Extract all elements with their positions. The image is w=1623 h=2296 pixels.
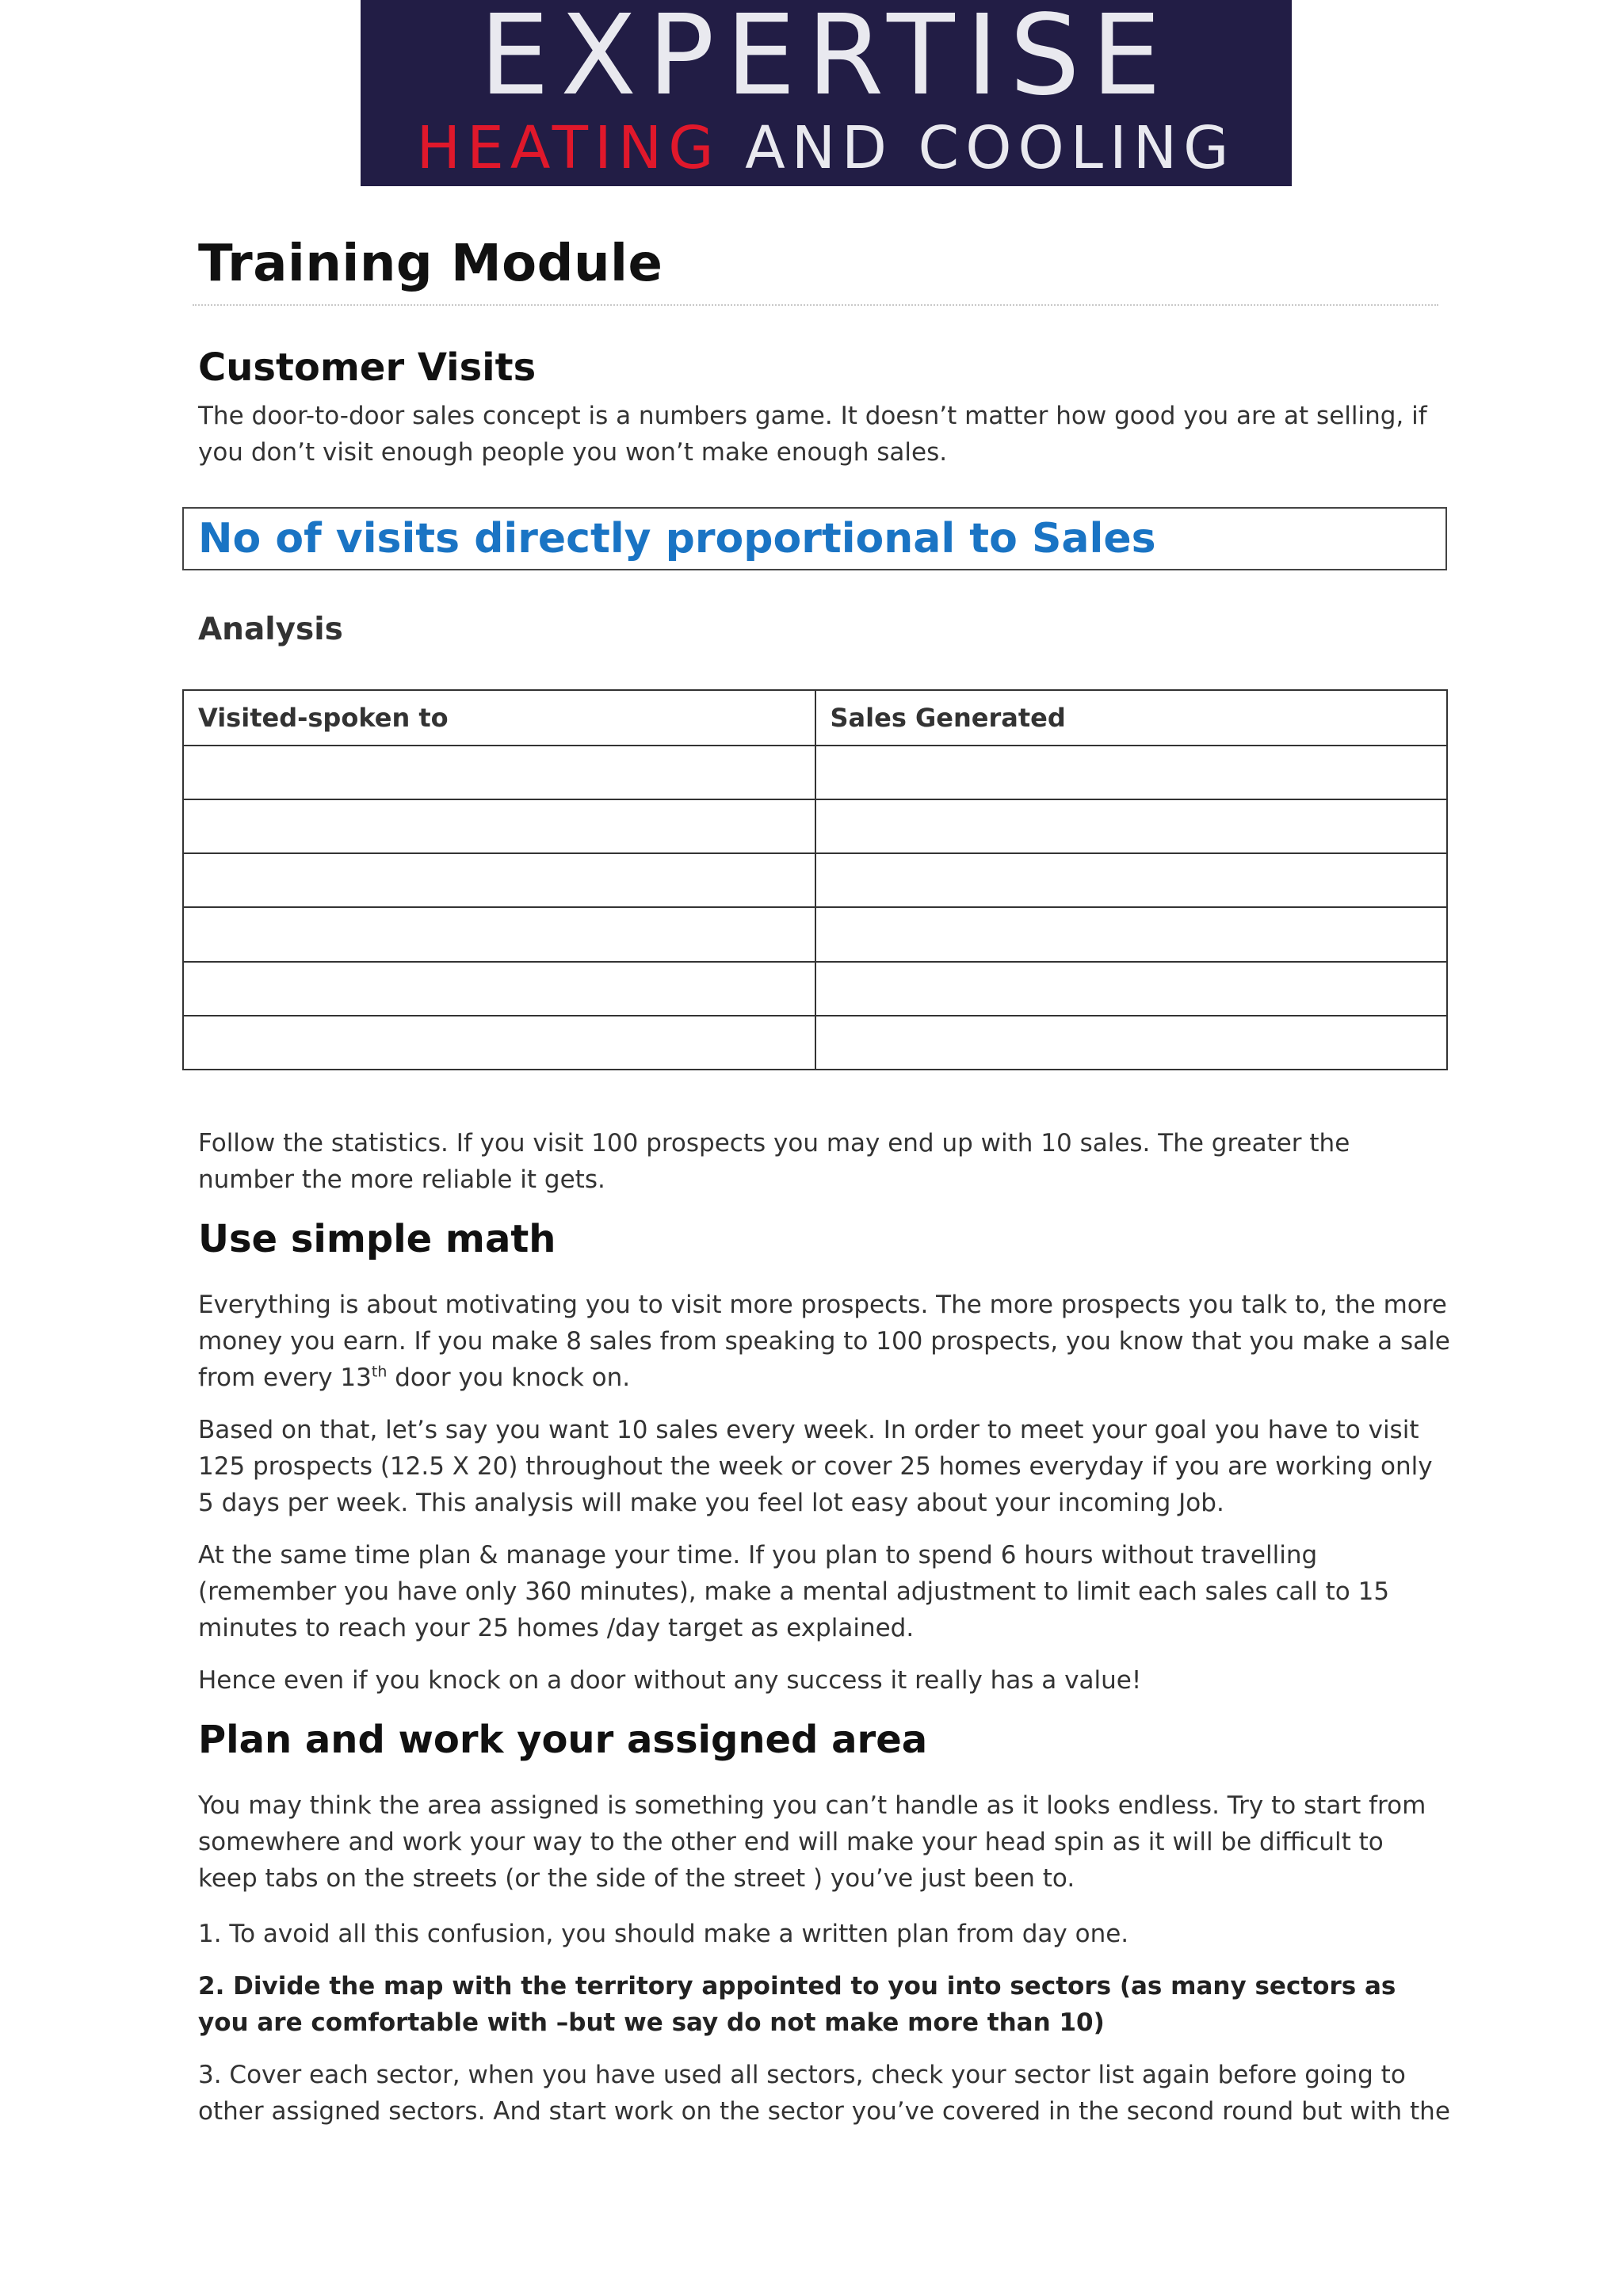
callout-box — [182, 507, 1447, 570]
heading-simple-math: Use simple math — [198, 1217, 556, 1261]
table-cell — [815, 962, 1448, 1016]
company-logo-graphic — [361, 0, 1292, 186]
assigned-area-paragraph: You may think the area assigned is something you can’t handle as it looks endless. Try to start from somewhere and work your way to the other end will make your head spin as it will be difficult to keep tabs on the streets (or the side of the street ) you’ve just been to. — [198, 1791, 1426, 1893]
table-cell — [183, 746, 815, 799]
column-header-visited: Visited-spoken to — [183, 690, 815, 746]
table-cell — [815, 853, 1448, 907]
heading-assigned-area: Plan and work your assigned area — [198, 1718, 928, 1762]
logo-text-expertise: EXPERTISE — [479, 0, 1173, 120]
table-row — [183, 799, 1447, 853]
table-row — [183, 853, 1447, 907]
table-cell — [815, 746, 1448, 799]
statistics-paragraph: Follow the statistics. If you visit 100 prospects you may end up with 10 sales. The greater the number the more reliable it gets. — [198, 1129, 1350, 1194]
table-row — [183, 746, 1447, 799]
heading-analysis: Analysis — [198, 612, 343, 647]
table-row — [183, 962, 1447, 1016]
table-cell — [183, 1016, 815, 1070]
plan-step-3: 3. Cover each sector, when you have used all sectors, check your sector list again before going to other assigned sectors. And start work on the sector you’ve covered in the second round but with the — [198, 2061, 1450, 2126]
simple-math-paragraph-1 — [198, 1287, 1450, 1396]
table-cell — [183, 799, 815, 853]
table-cell — [183, 907, 815, 961]
column-header-sales: Sales Generated — [815, 690, 1448, 746]
customer-visits-paragraph: The door-to-door sales concept is a numbers game. It doesn’t matter how good you are at selling, if you don’t visit enough people you won’t make enough sales. — [198, 402, 1427, 467]
document-title: Training Module — [198, 235, 663, 293]
logo-text-heating-cooling: HEATING AND COOLING — [416, 114, 1235, 182]
table-cell — [183, 962, 815, 1016]
table-cell — [815, 907, 1448, 961]
callout-text: No of visits directly proportional to Sales — [198, 515, 1156, 563]
table-cell — [183, 853, 815, 907]
table-header-row — [183, 690, 1447, 746]
table-row — [183, 907, 1447, 961]
analysis-table — [182, 689, 1448, 1070]
simple-math-paragraph-3: At the same time plan & manage your time. If you plan to spend 6 hours without travelling (remember you have only 360 minutes), make a mental adjustment to limit each sales call to 15 minutes to reach your 25 homes /day target as explained. — [198, 1541, 1390, 1642]
simple-math-p1-text: Everything is about motivating you to visit more prospects. The more prospects you talk to, the more money you earn. If you make 8 sales from speaking to 100 prospects, you know that you make a sale from every 13 — [198, 1291, 1450, 1392]
ordinal-superscript: th — [371, 1363, 388, 1381]
title-divider — [193, 304, 1438, 306]
company-logo — [361, 0, 1292, 186]
plan-step-1: 1. To avoid all this confusion, you should make a written plan from day one. — [198, 1920, 1129, 1948]
table-cell — [815, 799, 1448, 853]
simple-math-paragraph-2: Based on that, let’s say you want 10 sales every week. In order to meet your goal you have to visit 125 prospects (12.5 X 20) throughout the week or cover 25 homes everyday if you are working only 5 days per week. This analysis will make you feel lot easy about your incoming Job. — [198, 1416, 1433, 1517]
plan-step-2: 2. Divide the map with the territory appointed to you into sectors (as many sectors as you are comfortable with –but we say do not make more than 10) — [198, 1972, 1396, 2037]
table-row — [183, 1016, 1447, 1070]
simple-math-paragraph-4: Hence even if you knock on a door without any success it really has a value! — [198, 1666, 1142, 1695]
table-cell — [815, 1016, 1448, 1070]
heading-customer-visits: Customer Visits — [198, 345, 537, 390]
simple-math-p1-end: door you knock on. — [387, 1363, 631, 1392]
